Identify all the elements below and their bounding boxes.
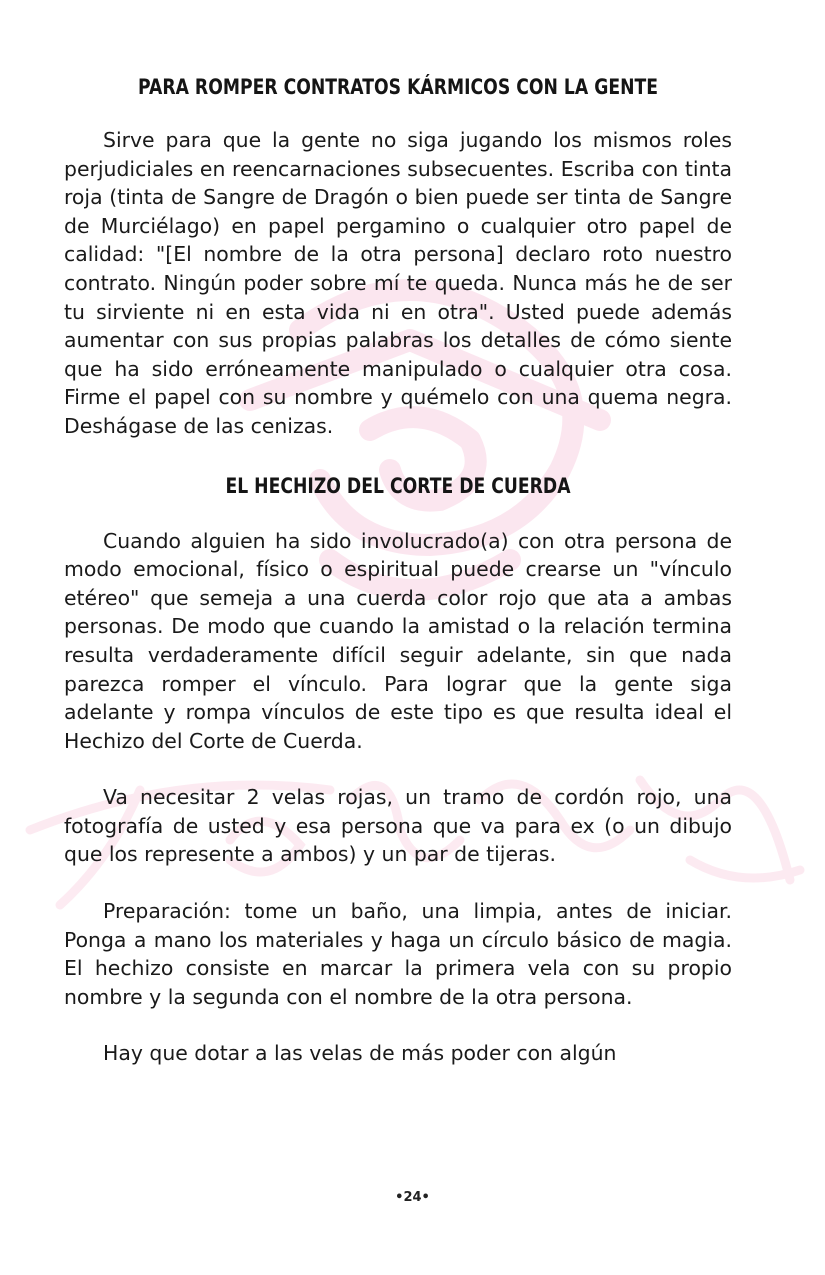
paragraph-karmic-contracts: Sirve para que la gente no siga jugando los mismos roles perjudiciales en reencarnaciones subsecuentes. Escriba con tinta roja (tinta de Sangre de Dragón o bien puede ser tinta de Sangre de Murciélago) en papel pergamino o cualquier otro papel de calidad: "[El nombre de la otra persona] declaro roto nuestro contrato. Ningún poder sobre mí te queda. Nunca más he de ser tu sirviente ni en esta vida ni en otra". Usted puede además aumentar con sus propias palabras los detalles de cómo siente que ha sido erróneamente manipulado o cualquier otra cosa. Firme el papel con su nombre y quémelo con una quema negra. Deshágase de las cenizas. [64, 128, 732, 438]
section-heading-karmic-contracts: PARA ROMPER CONTRATOS KÁRMICOS CON LA GENTE [137, 75, 659, 99]
section-heading-cord-cutting: EL HECHIZO DEL CORTE DE CUERDA [225, 473, 571, 498]
paragraph-materials: Va necesitar 2 velas rojas, un tramo de cordón rojo, una fotografía de usted y esa persona que va para ex (o un dibujo que los represente a ambos) y un par de tijeras. [64, 785, 732, 867]
paragraph-candle-power: Hay que dotar a las velas de más poder con algún [103, 1041, 617, 1066]
paragraph-cord-cutting-intro: Cuando alguien ha sido involucrado(a) con otra persona de modo emocional, físico o espiritual puede crearse un "vínculo etéreo" que semeja a una cuerda color rojo que ata a ambas personas. De modo que cuando la amistad o la relación termina resulta verdaderamente difícil seguir adelante, sin que nada parezca romper el vínculo. Para lograr que la gente siga adelante y rompa vínculos de este tipo es que resulta ideal el Hechizo del Corte de Cuerda. [64, 528, 732, 753]
paragraph-preparation: Preparación: tome un baño, una limpia, antes de iniciar. Ponga a mano los materiales y haga un círculo básico de magia. El hechizo consiste en marcar la primera vela con su propio nombre y la segunda con el nombre de la otra persona. [64, 899, 732, 1009]
page-number: •24• [395, 1190, 430, 1205]
page-content [64, 70, 732, 1068]
